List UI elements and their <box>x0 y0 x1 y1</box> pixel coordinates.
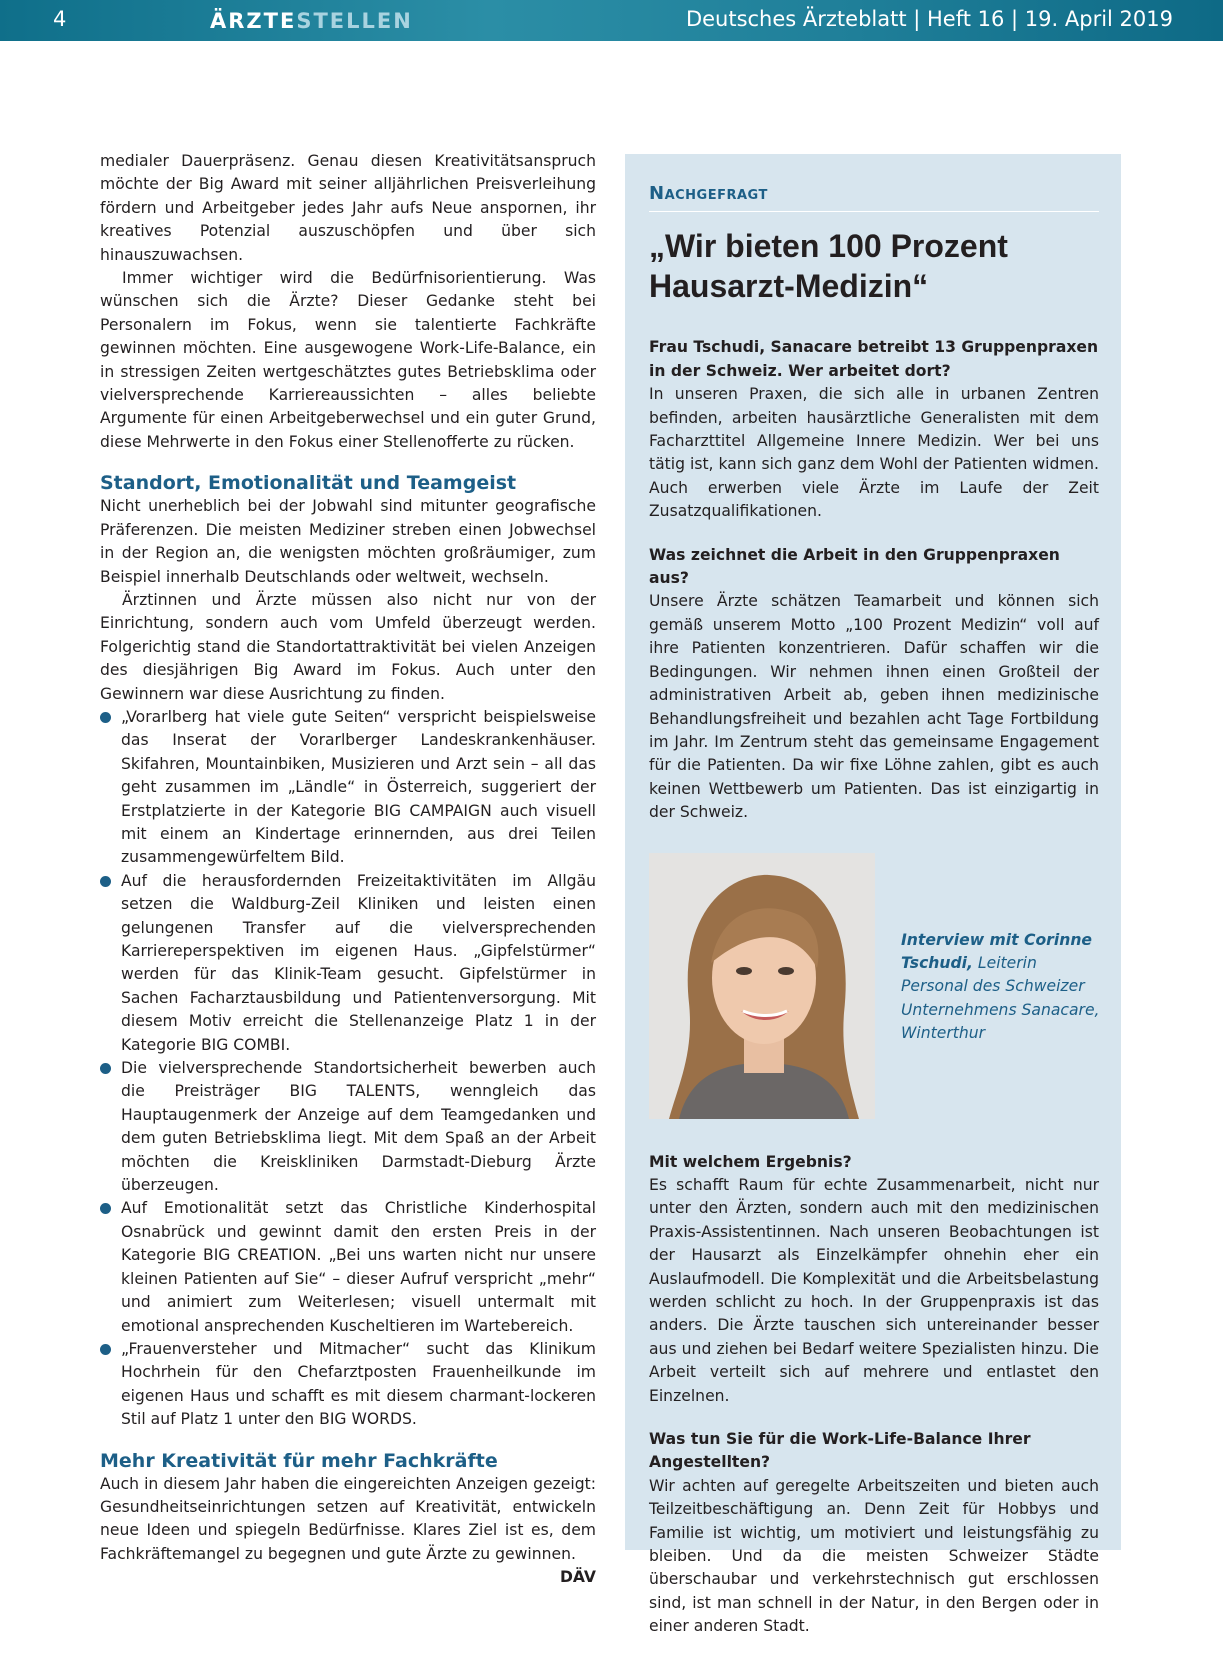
list-item-text: Auf die herausfordernden Freizeitaktivitäten im Allgäu setzen die Waldburg-Zeil Kliniken und leisten einen gelungenen Transfer auf die vielversprechenden Karriereperspektiven im eigenen Haus. „Gipfelstürmer“ werden für das Klinik-Team gesucht. Gipfelstürmer in Sachen Facharztausbildung und Patientenversorgung. Mit diesem Motiv erreicht die Stellenanzeige Platz 1 in der Kategorie BIG COMBI. <box>121 871 596 1054</box>
interview-answer: Unsere Ärzte schätzen Teamarbeit und können sich gemäß unserem Motto „100 Prozent Medizin“ voll auf ihre Patienten konzentrieren. Dafür schaffen wir die Bedingungen. Wir nehmen ihnen einen Großteil der administrativen Arbeit ab, geben ihnen medizinische Behandlungsfreiheit und bezahlen acht Tage Fortbildung im Jahr. Im Zentrum steht das gemeinsame Engagement für die Patienten. Da wir fixe Löhne zahlen, gibt es auch keinen Wettbewerb um Patienten. Das ist einzigartig in der Schweiz. <box>649 592 1099 822</box>
kicker-text: Nachgefragt <box>649 183 768 204</box>
interview-question: Frau Tschudi, Sanacare betreibt 13 Gruppenpraxen in der Schweiz. Wer arbeitet dort? <box>649 338 1099 380</box>
bullet-icon <box>100 876 111 887</box>
caption-lead: Interview mit Corinne Tschudi, <box>901 930 1092 972</box>
portrait-photo <box>649 853 875 1119</box>
bullet-icon <box>100 1203 111 1214</box>
portrait-illustration <box>649 853 875 1119</box>
list-item <box>100 1197 596 1337</box>
list-item <box>100 1057 596 1197</box>
paragraph: Ärztinnen und Ärzte müssen also nicht nur von der Einrichtung, sondern auch vom Umfeld überzeugt werden. Folgerichtig stand die Standortattraktivität bei vielen Anzeigen des diesjährigen Big Award im Fokus. Auch unter den Gewinnern war diese Ausrichtung zu finden. <box>100 590 596 703</box>
bullet-icon <box>100 1063 111 1074</box>
box-kicker <box>649 182 1099 212</box>
interview-headline: „Wir bieten 100 Prozent Hausarzt-Medizin“ <box>649 228 1008 305</box>
article-column <box>100 150 596 1590</box>
interview-answer: Wir achten auf geregelte Arbeitszeiten und bieten auch Teilzeitbeschäftigung an. Denn Zeit für Hobbys und Familie ist wichtig, um motiviert und leistungsfähig zu bleiben. Und da die meisten Schweizer Städte überschaubar und verkehrstechnisch gut erschlossen sind, ist man schnell in der Natur, in den Bergen oder in einer anderen Stadt. <box>649 1476 1099 1636</box>
list-item <box>100 870 596 1057</box>
paragraph: Nicht unerheblich bei der Jobwahl sind mitunter geografische Präferenzen. Die meisten Mediziner streben einen Jobwechsel in der Region an, die wenigsten möchten großräumiger, zum Beispiel innerhalb Deutschlands oder weltweit, wechseln. <box>100 497 596 586</box>
bullet-icon <box>100 712 111 723</box>
author-signature: DÄV <box>559 1568 596 1587</box>
section-heading: Mehr Kreativität für mehr Fachkräfte <box>100 1449 498 1472</box>
list-item <box>100 1338 596 1432</box>
brand-part2: STELLEN <box>296 9 413 33</box>
page-number: 4 <box>53 7 67 31</box>
paragraph <box>100 1473 596 1587</box>
section-brand <box>210 9 413 33</box>
paragraph: Immer wichtiger wird die Bedürfnisorientierung. Was wünschen sich die Ärzte? Dieser Gedanke steht bei Personalern im Fokus, wenn sie talentierte Fachkräfte gewinnen möchten. Eine ausgewogene Work-Life-Balance, ein in stressigen Zeiten wertgeschätztes gutes Betriebsklima oder vielversprechende Karriereaussichten – alles beliebte Argumente für einen Arbeitgeberwechsel und ein guter Grund, diese Mehrwerte in den Fokus einer Stellenofferte zu rücken. <box>100 269 596 451</box>
interview-question: Was zeichnet die Arbeit in den Gruppenpraxen aus? <box>649 545 1060 588</box>
list-item-text: „Vorarlberg hat viele gute Seiten“ verspricht beispielsweise das Inserat der Vorarlberger Landeskrankenhäuser. Skifahren, Mountainbiken, Musizieren und Arzt sein – all das geht zusammen im „Ländle“ in Österreich, suggeriert der Erstplatzierte in der Kategorie BIG CAMPAIGN auch visuell mit einem an Kindertage erinnernden, aus drei Teilen zusammengewürfeltem Bild. <box>121 707 596 867</box>
list-item-text: Auf Emotionalität setzt das Christliche Kinderhospital Osnabrück und gewinnt damit den ersten Preis in der Kategorie BIG CREATION. „Bei uns warten nicht nur unsere kleinen Patienten auf Sie“ – dieser Aufruf verspricht „mehr“ und animiert zum Weiterlesen; visuell untermalt mit emotional ansprechenden Kuscheltieren im Wartebereich. <box>121 1199 596 1335</box>
bullet-icon <box>100 1344 111 1355</box>
list-item-text: Die vielversprechende Standortsicherheit bewerben auch die Preisträger BIG TALENTS, wenngleich das Hauptaugenmerk der Anzeige auf dem Teamgedanken und dem guten Betriebsklima liegt. Mit dem Spaß an der Arbeit möchten die Kreiskliniken Darmstadt-Dieburg Ärzte überzeugen. <box>121 1059 596 1195</box>
page-header <box>0 0 1223 41</box>
list-item-text: „Frauenversteher und Mitmacher“ sucht das Klinikum Hochrhein für den Chefarztposten Frauenheilkunde im eigenen Haus und schafft es mit diesem charmant-lockeren Stil auf Platz 1 unter den BIG WORDS. <box>121 1339 596 1429</box>
paragraph-text: Auch in diesem Jahr haben die eingereichten Anzeigen gezeigt: Gesundheitseinrichtungen setzen auf Kreativität, entwickeln neue Ideen und spiegeln Bedürfnisse. Klares Ziel ist es, dem Fachkräftemangel zu begegnen und gute Ärzte zu gewinnen. <box>100 1474 596 1563</box>
photo-caption <box>901 929 1101 1046</box>
interview-answer: In unseren Praxen, die sich alle in urbanen Zentren befinden, arbeiten hausärztliche Generalisten mit dem Facharzttitel Allgemeine Innere Medizin. Wer bei uns tätig ist, kann sich ganz dem Wohl der Patienten widmen. Auch erwerben viele Ärzte im Laufe der Zeit Zusatzqualifikationen. <box>649 385 1099 521</box>
interview-box <box>625 154 1121 1636</box>
paragraph: medialer Dauerpräsenz. Genau diesen Kreativitätsanspruch möchte der Big Award mit seiner alljährlichen Preisverleihung fördern und Arbeitgeber jedes Jahr aufs Neue anspornen, ihr kreatives Potenzial auszuschöpfen und über sich hinauszuwachsen. <box>100 152 596 264</box>
caption-rest: Leiterin Personal des Schweizer Unternehmens Sanacare, Winterthur <box>901 953 1100 1043</box>
issue-info: Deutsches Ärzteblatt | Heft 16 | 19. April 2019 <box>685 7 1173 31</box>
interview-question: Was tun Sie für die Work-Life-Balance Ihrer Angestellten? <box>649 1430 1031 1472</box>
list-item <box>100 706 596 870</box>
section-heading: Standort, Emotionalität und Teamgeist <box>100 472 517 495</box>
bullet-list <box>100 706 596 1432</box>
interview-question: Mit welchem Ergebnis? <box>649 1152 852 1171</box>
interview-answer: Es schafft Raum für echte Zusammenarbeit, nicht nur unter den Ärzten, sondern auch mit den medizinischen Praxis-Assistentinnen. Nach unseren Beobachtungen ist der Hausarzt als Einzelkämpfer ohnehin eher ein Auslaufmodell. Die Komplexität und die Arbeitsbelastung werden schlicht zu hoch. In der Gruppenpraxis ist das anders. Die Ärzte tauschen sich untereinander besser aus und ziehen bei Bedarf weitere Spezialisten hinzu. Die Arbeit verteilt sich auf mehrere und entlastet den Einzelnen. <box>649 1175 1099 1405</box>
portrait-row <box>649 853 1099 1119</box>
brand-part1: ÄRZTE <box>210 9 297 33</box>
